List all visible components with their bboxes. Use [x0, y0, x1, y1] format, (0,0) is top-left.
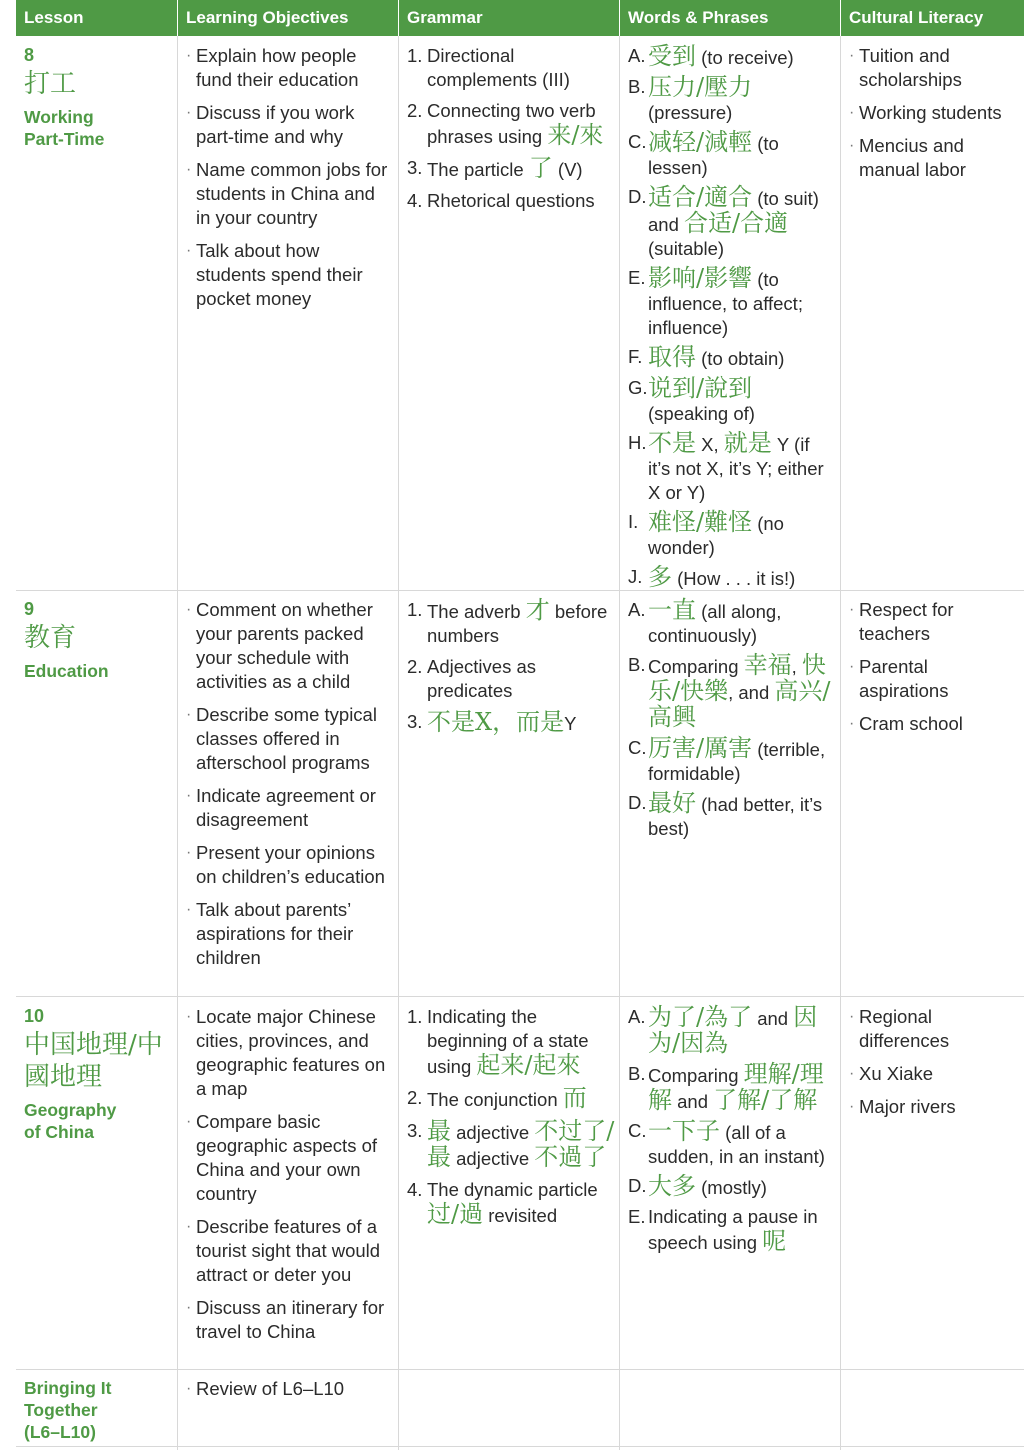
word-item: A. 受到 (to receive)	[628, 42, 794, 70]
header-learning-objectives: Learning Objectives	[178, 0, 398, 36]
culture-item: · Working students	[843, 101, 1021, 125]
header-cultural-literacy: Cultural Literacy	[841, 0, 1024, 36]
culture-item: · Cram school	[843, 712, 1021, 736]
objective-item: · Discuss if you work part-time and why	[180, 101, 394, 149]
row-divider	[16, 590, 1024, 591]
culture-item: · Respect for teachers	[843, 598, 1021, 646]
word-item: D. 大多 (mostly)	[628, 1172, 767, 1200]
lesson-10-words	[628, 1005, 836, 1260]
culture-item: · Mencius and manual labor	[843, 134, 1021, 182]
objective-item: · Describe some typical classes offered in afterschool programs	[180, 703, 394, 775]
word-item: D. 最好 (had better, it’s best)	[628, 789, 823, 839]
word-item: C. 厉害/厲害 (terrible, formidable)	[628, 734, 826, 784]
row-divider	[16, 1446, 1024, 1447]
word-item: I. 难怪/難怪 (no wonder)	[628, 508, 784, 558]
lesson-english-title: Education	[24, 661, 109, 681]
lesson-10-grammar	[407, 1005, 615, 1235]
lesson-8-cell	[24, 44, 174, 150]
lesson-chinese-title: 中国地理/中國地理	[24, 1030, 163, 1092]
culture-item: · Tuition and scholarships	[843, 44, 1021, 92]
grammar-item: 2. Adjectives as predicates	[407, 656, 536, 701]
objective-item: · Describe features of a tourist sight that would attract or deter you	[180, 1215, 394, 1287]
objective-item: · Talk about how students spend their pocket money	[180, 239, 394, 311]
grammar-item: 3. 最 adjective 不过了/最 adjective 不過了	[407, 1117, 615, 1171]
word-item: G. 说到/說到 (speaking of)	[628, 374, 755, 424]
word-item: E. Indicating a pause in speech using 呢	[628, 1206, 818, 1255]
word-item: J. 多 (How . . . it is!)	[628, 563, 796, 591]
lesson-number: 9	[24, 599, 35, 619]
word-item: B. Comparing 幸福, 快乐/快樂, and 高兴/高興	[628, 651, 831, 731]
word-item: B. Comparing 理解/理解 and 了解/了解	[628, 1060, 824, 1114]
lesson-9-objectives	[180, 598, 394, 979]
lesson-8-grammar	[407, 44, 615, 220]
lesson-10-objectives	[180, 1005, 394, 1353]
objective-item: · Explain how people fund their education	[180, 44, 394, 92]
lesson-english-title: Working Part-Time	[24, 107, 105, 149]
header-grammar: Grammar	[399, 0, 619, 36]
word-item: D. 适合/適合 (to suit) and 合适/合適 (suitable)	[628, 183, 819, 259]
word-item: H. 不是 X, 就是 Y (if it’s not X, it’s Y; either X or Y)	[628, 429, 824, 503]
column-divider	[398, 36, 399, 1450]
lesson-number: 10	[24, 1006, 45, 1026]
lesson-8-culture	[843, 44, 1021, 191]
word-item: C. 一下子 (all of a sudden, in an instant)	[628, 1117, 825, 1167]
lesson-8-words	[628, 44, 836, 596]
lesson-10-cell	[24, 1005, 174, 1143]
objective-item: · Indicate agreement or disagreement	[180, 784, 394, 832]
word-item: F. 取得 (to obtain)	[628, 343, 785, 371]
column-divider	[840, 36, 841, 1450]
lesson-8-objectives	[180, 44, 394, 320]
lesson-chinese-title: 教育	[24, 623, 77, 653]
lesson-10-culture	[843, 1005, 1021, 1128]
lesson-9-culture	[843, 598, 1021, 745]
grammar-item: 1. Indicating the beginning of a state using 起来/起來	[407, 1006, 589, 1079]
objective-item: · Name common jobs for students in China and in your country	[180, 158, 394, 230]
grammar-item: 3. The particle 了 (V)	[407, 154, 583, 182]
header-words-phrases: Words & Phrases	[620, 0, 840, 36]
review-title: Bringing It Together (L6–L10)	[24, 1378, 112, 1442]
grammar-item: 2. Connecting two verb phrases using 来/來	[407, 100, 604, 149]
objective-item: · Comment on whether your parents packed your schedule with activities as a child	[180, 598, 394, 694]
grammar-item: 1. Directional complements (III)	[407, 45, 570, 90]
word-item: A. 一直 (all along, continuously)	[628, 596, 782, 646]
grammar-item: 4. Rhetorical questions	[407, 190, 595, 211]
objective-item: · Talk about parents’ aspirations for their children	[180, 898, 394, 970]
header-lesson: Lesson	[16, 0, 177, 36]
row-divider	[16, 1369, 1024, 1370]
lesson-9-grammar	[407, 598, 615, 743]
culture-item: · Parental aspirations	[843, 655, 1021, 703]
row-divider	[16, 996, 1024, 997]
lesson-9-words	[628, 598, 836, 846]
objective-item: · Review of L6–L10	[180, 1377, 394, 1401]
review-cell	[24, 1377, 134, 1443]
grammar-item: 2. The conjunction 而	[407, 1084, 587, 1112]
column-divider	[619, 36, 620, 1450]
word-item: C. 减轻/減輕 (to lessen)	[628, 128, 779, 178]
objective-item: · Compare basic geographic aspects of China and your own country	[180, 1110, 394, 1206]
lesson-english-title: Geography of China	[24, 1100, 117, 1142]
culture-item: · Regional differences	[843, 1005, 1021, 1053]
word-item: B. 压力/壓力 (pressure)	[628, 73, 753, 123]
grammar-item: 1. The adverb 才 before numbers	[407, 596, 608, 646]
lesson-number: 8	[24, 45, 35, 65]
culture-item: · Xu Xiake	[843, 1062, 1021, 1086]
word-item: A. 为了/為了 and 因为/因為	[628, 1003, 818, 1057]
lesson-chinese-title: 打工	[24, 69, 77, 99]
lesson-9-cell	[24, 598, 174, 682]
culture-item: · Major rivers	[843, 1095, 1021, 1119]
objective-item: · Present your opinions on children’s education	[180, 841, 394, 889]
review-objectives	[180, 1377, 394, 1410]
word-item: E. 影响/影響 (to influence, to affect; influence)	[628, 264, 803, 338]
objective-item: · Locate major Chinese cities, provinces, and geographic features on a map	[180, 1005, 394, 1101]
objective-item: · Discuss an itinerary for travel to China	[180, 1296, 394, 1344]
grammar-item: 3. 不是X，而是Y	[407, 708, 577, 736]
grammar-item: 4. The dynamic particle 过/過 revisited	[407, 1179, 598, 1228]
column-divider	[177, 36, 178, 1450]
